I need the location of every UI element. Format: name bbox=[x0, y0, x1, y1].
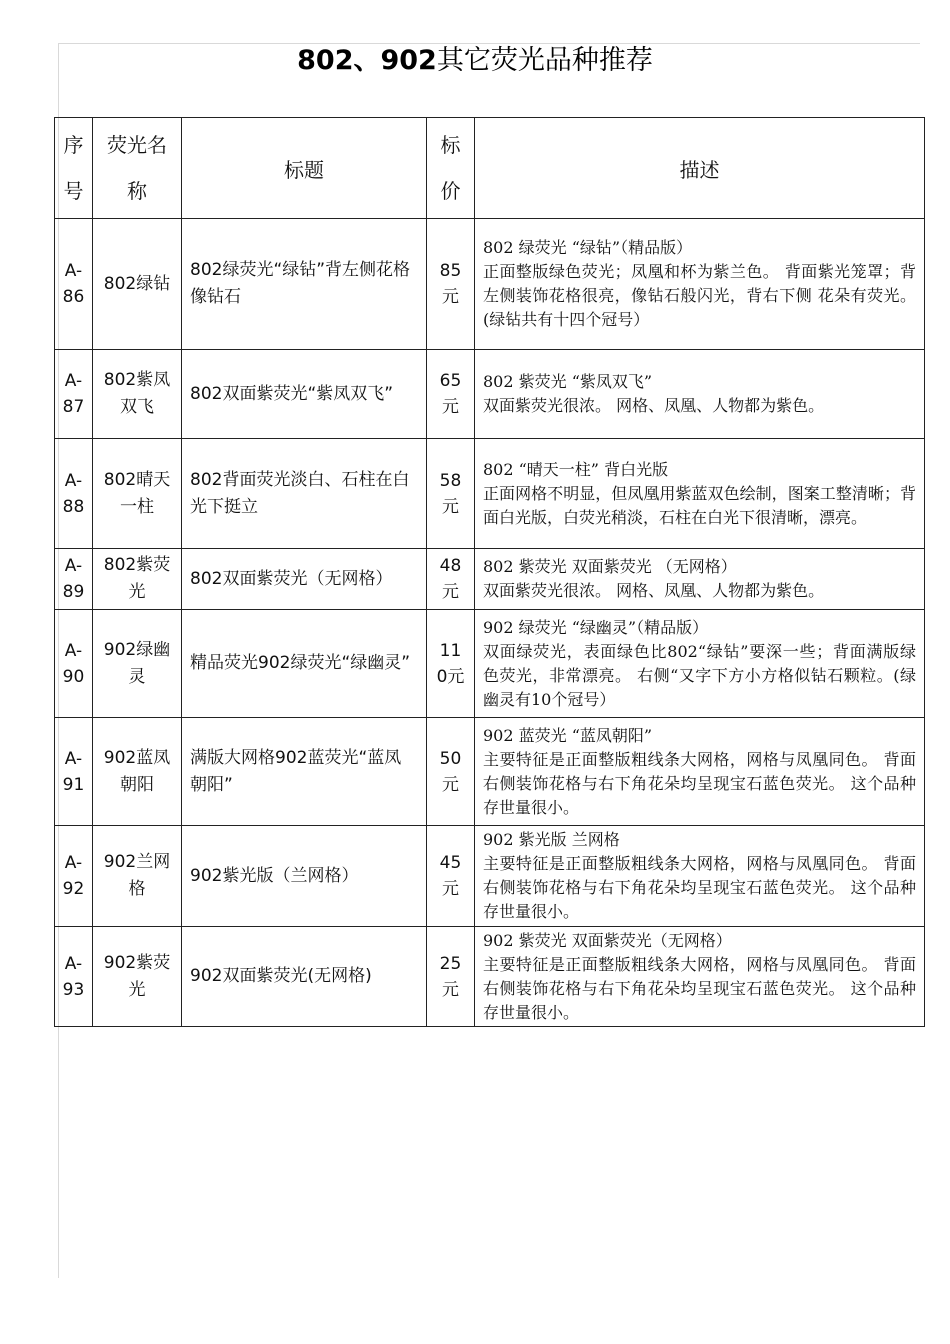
row-no: A- 86 bbox=[55, 219, 93, 350]
header-name bbox=[93, 118, 182, 219]
row-desc-body: 正面整版绿色荧光；凤凰和杯为紫兰色。 背面紫光笼罩；背左侧装饰花格很亮，像钻石般闪光，背右下侧 花朵有荧光。(绿钻共有十四个冠号） bbox=[483, 262, 916, 329]
row-name: 902紫荧光 bbox=[93, 927, 182, 1027]
table-row bbox=[55, 718, 925, 826]
row-price: 65 元 bbox=[427, 350, 475, 439]
row-desc-body: 主要特征是正面整版粗线条大网格，网格与凤凰同色。 背面右侧装饰花格与右下角花朵均呈现宝石蓝色荧光。 这个品种存世量很小。 bbox=[483, 854, 916, 921]
table-row bbox=[55, 610, 925, 718]
table-row bbox=[55, 826, 925, 927]
table-header-row bbox=[55, 118, 925, 219]
row-desc bbox=[475, 927, 925, 1027]
row-title: 满版大网格902蓝荧光“蓝凤朝阳” bbox=[182, 718, 427, 826]
row-name: 902兰网格 bbox=[93, 826, 182, 927]
row-no: A- 90 bbox=[55, 610, 93, 718]
row-desc-head: 902 绿荧光 “绿幽灵”（精品版） bbox=[483, 617, 709, 637]
row-name: 902蓝凤朝阳 bbox=[93, 718, 182, 826]
header-price-top: 标 bbox=[440, 133, 461, 157]
page-title-rest: 其它荧光品种推荐 bbox=[436, 45, 653, 76]
row-price: 11 0元 bbox=[427, 610, 475, 718]
row-name: 802紫凤双飞 bbox=[93, 350, 182, 439]
row-desc-body: 双面绿荧光，表面绿色比802“绿钻”要深一些；背面满版绿 色荧光，非常漂亮。 右侧“又字下方小方格似钻石颗粒。(绿幽灵有10个冠号） bbox=[483, 641, 916, 709]
row-desc bbox=[475, 826, 925, 927]
row-desc bbox=[475, 219, 925, 350]
row-no: A- 87 bbox=[55, 350, 93, 439]
header-price-bottom: 价 bbox=[440, 179, 461, 203]
table-row bbox=[55, 549, 925, 610]
row-desc-body: 主要特征是正面整版粗线条大网格，网格与凤凰同色。 背面右侧装饰花格与右下角花朵均呈现宝石蓝色荧光。 这个品种存世量很小。 bbox=[483, 954, 916, 1022]
row-desc-head: 802 紫荧光 双面紫荧光 （无网格） bbox=[483, 557, 737, 576]
row-name: 802紫荧光 bbox=[93, 549, 182, 610]
row-desc bbox=[475, 439, 925, 549]
header-name-top: 荧光名 bbox=[107, 133, 167, 157]
row-name: 802晴天一柱 bbox=[93, 439, 182, 549]
row-desc-body: 正面网格不明显，但凤凰用紫蓝双色绘制，图案工整清晰；背面白光版，白荧光稍淡，石柱在白光下很清晰，漂亮。 bbox=[483, 483, 916, 527]
row-desc bbox=[475, 549, 925, 610]
row-title: 802绿荧光“绿钻”背左侧花格像钻石 bbox=[182, 219, 427, 350]
header-price bbox=[427, 118, 475, 219]
row-no: A- 92 bbox=[55, 826, 93, 927]
table-row bbox=[55, 439, 925, 549]
row-price: 58 元 bbox=[427, 439, 475, 549]
row-price: 48 元 bbox=[427, 549, 475, 610]
row-desc-head: 902 蓝荧光 “蓝凤朝阳” bbox=[483, 725, 653, 745]
row-desc bbox=[475, 610, 925, 718]
row-title: 精品荧光902绿荧光“绿幽灵” bbox=[182, 610, 427, 718]
row-price: 85 元 bbox=[427, 219, 475, 350]
row-desc bbox=[475, 350, 925, 439]
row-no: A- 91 bbox=[55, 718, 93, 826]
row-desc-body: 双面紫荧光很浓。 网格、凤凰、人物都为紫色。 bbox=[483, 581, 825, 600]
row-no: A- 88 bbox=[55, 439, 93, 549]
row-title: 802背面荧光淡白、石柱在白光下挺立 bbox=[182, 439, 427, 549]
variety-table bbox=[54, 117, 925, 1027]
row-desc-head: 902 紫荧光 双面紫荧光（无网格） bbox=[483, 930, 732, 950]
row-name: 902绿幽灵 bbox=[93, 610, 182, 718]
row-price: 25 元 bbox=[427, 927, 475, 1027]
page-title-bold: 802、902 bbox=[297, 45, 437, 76]
header-name-bottom: 称 bbox=[127, 179, 147, 203]
header-desc: 描述 bbox=[475, 118, 925, 219]
row-title: 802双面紫荧光（无网格） bbox=[182, 549, 427, 610]
header-no bbox=[55, 118, 93, 219]
header-no-bottom: 号 bbox=[63, 179, 84, 203]
row-title: 802双面紫荧光“紫凤双飞” bbox=[182, 350, 427, 439]
row-desc-head: 802 绿荧光 “绿钻”（精品版） bbox=[483, 238, 693, 257]
row-no: A- 93 bbox=[55, 927, 93, 1027]
table-row bbox=[55, 927, 925, 1027]
row-desc bbox=[475, 718, 925, 826]
row-desc-head: 802 “晴天一柱” 背白光版 bbox=[483, 459, 669, 479]
row-desc-body: 主要特征是正面整版粗线条大网格，网格与凤凰同色。 背面右侧装饰花格与右下角花朵均呈现宝石蓝色荧光。 这个品种存世量很小。 bbox=[483, 749, 916, 817]
row-desc-head: 902 紫光版 兰网格 bbox=[483, 830, 620, 849]
row-price: 50 元 bbox=[427, 718, 475, 826]
table-row bbox=[55, 350, 925, 439]
row-title: 902双面紫荧光(无网格) bbox=[182, 927, 427, 1027]
row-desc-head: 802 紫荧光 “紫凤双飞” bbox=[483, 372, 653, 391]
row-title: 902紫光版（兰网格） bbox=[182, 826, 427, 927]
row-no: A- 89 bbox=[55, 549, 93, 610]
row-price: 45 元 bbox=[427, 826, 475, 927]
header-no-top: 序 bbox=[63, 133, 84, 157]
page-title bbox=[0, 38, 950, 77]
row-desc-body: 双面紫荧光很浓。 网格、凤凰、人物都为紫色。 bbox=[483, 396, 825, 415]
row-name: 802绿钻 bbox=[93, 219, 182, 350]
header-title: 标题 bbox=[182, 118, 427, 219]
table-row bbox=[55, 219, 925, 350]
